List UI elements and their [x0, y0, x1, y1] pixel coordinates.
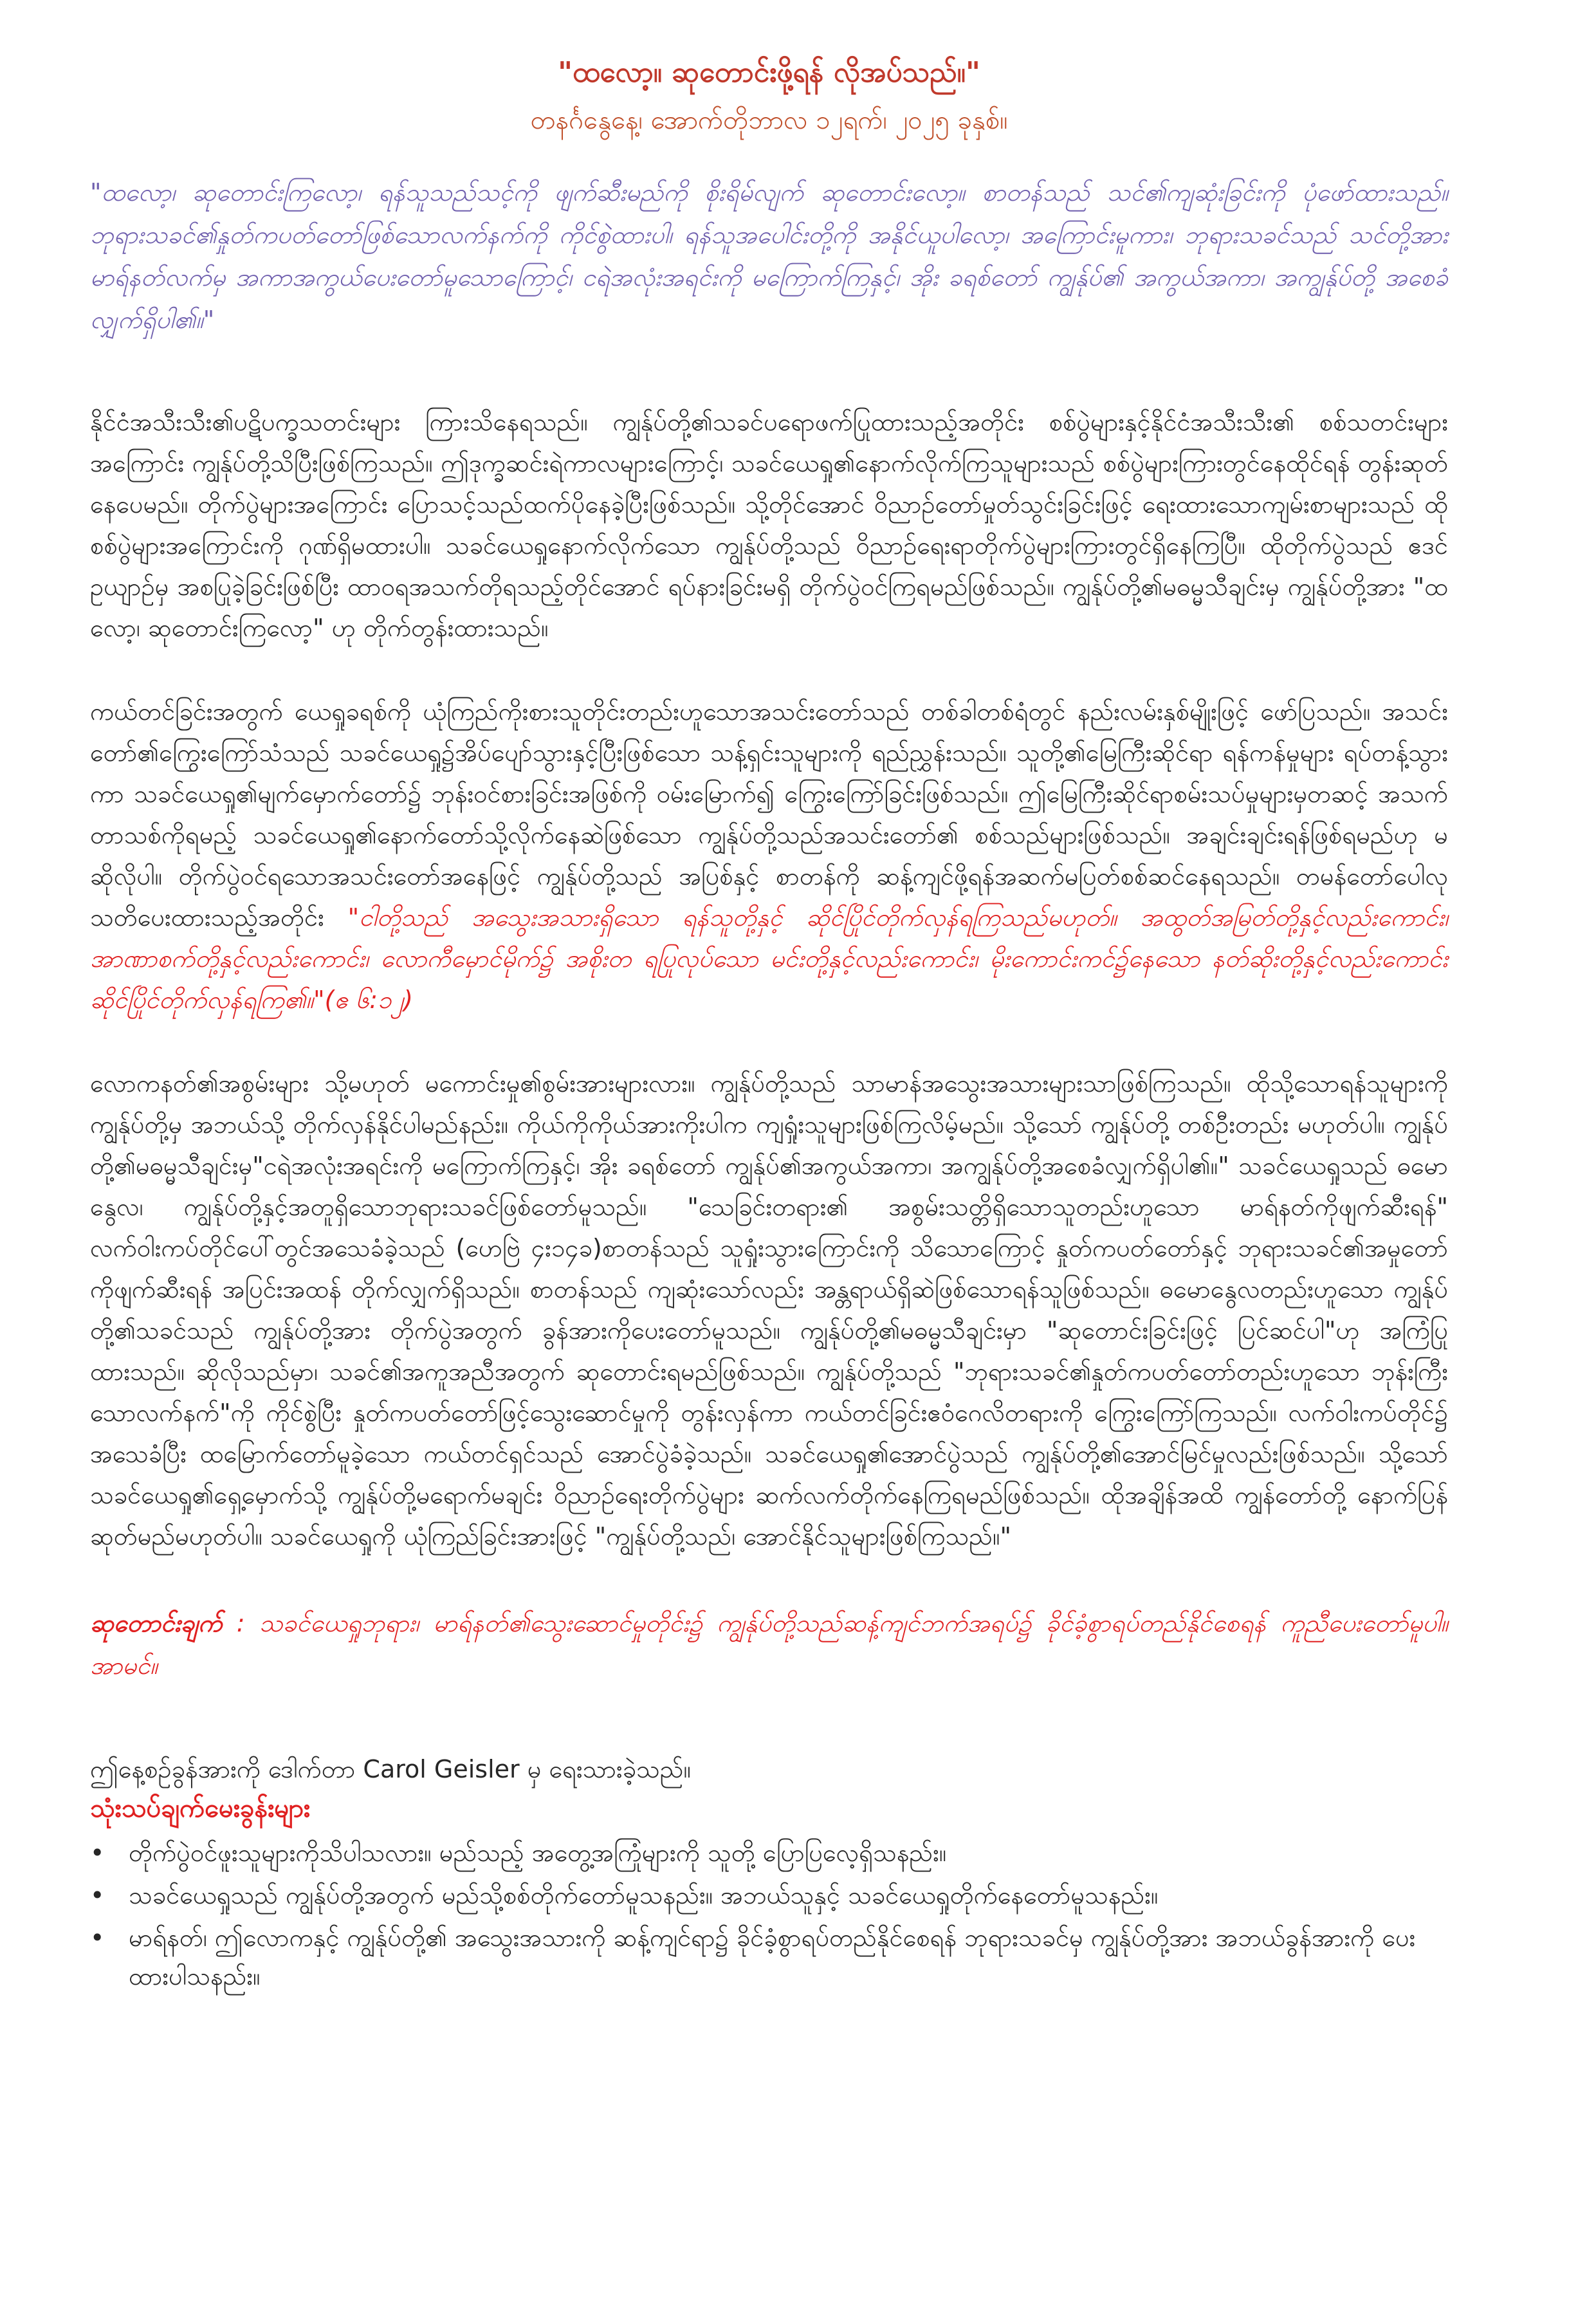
hymn-quote: "ထလော့၊ ဆုတောင်းကြလော့၊ ရန်သူသည်သင့်ကို ဖျက်ဆီးမည်ကို စိုးရိမ်လျက် ဆုတောင်းလော့။ စာတန်သည် သင်၏ကျဆုံးခြင်းကို ပုံဖော်ထားသည်။ ဘုရားသခင်၏နှုတ်ကပတ်တော်ဖြစ်သောလက်နက်ကို ကိုင်စွဲထားပါ၊ ရန်သူအပေါင်းတို့ကို အနိုင်ယူပါလော့၊ အကြောင်းမူကား၊ ဘုရားသခင်သည် သင်တို့အား မာရ်နတ်လက်မှ အကာအကွယ်ပေးတော်မူသောကြောင့်၊ ငရဲအလုံးအရင်းကို မကြောက်ကြနှင့်၊ အိုး ခရစ်တော် ကျွန်ုပ်၏ အကွယ်အကာ၊ အကျွန်ုပ်တို့ အစေခံလျှက်ရှိပါ၏။"	[90, 178, 1448, 334]
prayer-section	[90, 1602, 1448, 1687]
question-text: တိုက်ပွဲဝင်ဖူးသူများကိုသိပါသလား။ မည်သည့် အတွေ့အကြုံများကို သူတို့ ပြောပြလေ့ရှိသနည်း။	[129, 1839, 947, 1867]
question-text: သခင်ယေရှုသည် ကျွန်ုပ်တို့အတွက် မည်သို့စစ်တိုက်တော်မူသနည်း။ အဘယ်သူနှင့် သခင်ယေရှုတိုက်နေတော်မူသနည်း။	[129, 1881, 1159, 1909]
prayer-text: သခင်ယေရှုဘုရား၊ မာရ်နတ်၏သွေးဆောင်မှုတိုင်း၌ ကျွန်ုပ်တို့သည်ဆန့်ကျင်ဘက်အရပ်၌ ခိုင်ခံ့စွာရပ်တည်နိုင်စေရန် ကူညီပေးတော်မူပါ။ အာမင်။	[90, 1609, 1448, 1680]
discussion-questions	[90, 1834, 1448, 1996]
prayer-separator: :	[222, 1609, 259, 1637]
list-item	[90, 1876, 1448, 1915]
bullet-icon: •	[90, 1881, 105, 1909]
devotional-page	[0, 50, 1596, 2307]
list-item	[90, 1834, 1448, 1872]
discussion-heading: သုံးသပ်ချက်မေးခွန်းများ	[90, 1794, 311, 1823]
bullet-icon: •	[90, 1924, 105, 1952]
body-paragraph-1: နိုင်ငံအသီးသီး၏ပဋိပက္ခသတင်းများ ကြားသိနေရသည်။ ကျွန်ုပ်တို့၏သခင်ပရောဖက်ပြုထားသည့်အတိုင်း စစ်ပွဲများနှင့်နိုင်ငံအသီးသီး၏ စစ်သတင်းများအကြောင်း ကျွန်ုပ်တို့သိပြီးဖြစ်ကြသည်။ ဤဒုက္ခဆင်းရဲကာလများကြောင့်၊ သခင်ယေရှု၏နောက်လိုက်ကြသူများသည် စစ်ပွဲများကြားတွင်နေထိုင်ရန် တွန်းဆုတ်နေပေမည်။ တိုက်ပွဲများအကြောင်း ပြောသင့်သည်ထက်ပိုနေခဲ့ပြီးဖြစ်သည်။ သို့တိုင်အောင် ဝိညာဉ်တော်မှုတ်သွင်းခြင်းဖြင့် ရေးထားသောကျမ်းစာများသည် ထိုစစ်ပွဲများအကြောင်းကို ဂုဏ်ရှိမထားပါ။ သခင်ယေရှုနောက်လိုက်သော ကျွန်ုပ်တို့သည် ဝိညာဉ်ရေးရာတိုက်ပွဲများကြားတွင်ရှိနေကြပြီ။ ထိုတိုက်ပွဲသည် ဧဒင်ဥယျာဉ်မှ အစပြုခဲ့ခြင်းဖြစ်ပြီး ထာဝရအသက်တိုရသည့်တိုင်အောင် ရပ်နားခြင်းမရှိ တိုက်ပွဲဝင်ကြရမည်ဖြစ်သည်။ ကျွန်ုပ်တို့၏မဓမ္မသီချင်းမှ ကျွန်ုပ်တို့အား "ထလော့၊ ဆုတောင်းကြလော့" ဟု တိုက်တွန်းထားသည်။	[90, 408, 1448, 642]
body-paragraph-3: လောကနတ်၏အစွမ်းများ သို့မဟုတ် မကောင်းမှု၏စွမ်းအားများလား။ ကျွန်ုပ်တို့သည် သာမာန်အသွေးအသားများသာဖြစ်ကြသည်။ ထိုသို့သောရန်သူများကို ကျွန်ုပ်တို့မှ အဘယ်သို့ တိုက်လှန်နိုင်ပါမည်နည်း။ ကိုယ်ကိုကိုယ်အားကိုးပါက ကျရှုံးသူများဖြစ်ကြလိမ့်မည်။ သို့သော် ကျွန်ုပ်တို့ တစ်ဦးတည်း မဟုတ်ပါ။ ကျွန်ုပ်တို့၏မဓမ္မသီချင်းမှ"ငရဲအလုံးအရင်းကို မကြောက်ကြနှင့်၊ အိုး ခရစ်တော် ကျွန်ုပ်၏အကွယ်အကာ၊ အကျွန်ုပ်တို့အစေခံလျှက်ရှိပါ၏။" သခင်ယေရှုသည် ဓမောနွေလ၊ ကျွန်ုပ်တို့နှင့်အတူရှိသောဘုရားသခင်ဖြစ်တော်မူသည်။ "သေခြင်းတရား၏ အစွမ်းသတ္တိရှိသောသူတည်းဟူသော မာရ်နတ်ကိုဖျက်ဆီးရန်" လက်ဝါးကပ်တိုင်ပေါ်တွင်အသေခံခဲ့သည် (ဟေဗြဲ ၄း၁၄ခ)စာတန်သည် သူရှုံးသွားကြောင်းကို သိသောကြောင့် နှုတ်ကပတ်တော်နှင့် ဘုရားသခင်၏အမှုတော်ကိုဖျက်ဆီးရန် အပြင်းအထန် တိုက်လျှက်ရှိသည်။ စာတန်သည် ကျဆုံးသော်လည်း အန္တရာယ်ရှိဆဲဖြစ်သောရန်သူဖြစ်သည်။ ဓမောနွေလတည်းဟူသော ကျွန်ုပ်တို့၏သခင်သည် ကျွန်ုပ်တို့အား တိုက်ပွဲအတွက် ခွန်အားကိုပေးတော်မူသည်။ ကျွန်ုပ်တို့၏မဓမ္မသီချင်းမှာ "ဆုတောင်းခြင်းဖြင့် ပြင်ဆင်ပါ"ဟု အကြံပြုထားသည်။ ဆိုလိုသည်မှာ၊ သခင်၏အကူအညီအတွက် ဆုတောင်းရမည်ဖြစ်သည်။ ကျွန်ုပ်တို့သည် "ဘုရားသခင်၏နှုတ်ကပတ်တော်တည်းဟူသော ဘုန်းကြီးသောလက်နက်"ကို ကိုင်စွဲပြီး နှုတ်ကပတ်တော်ဖြင့်သွေးဆောင်မှုကို တွန်းလှန်ကာ ကယ်တင်ခြင်းဧဝံဂေလိတရားကို ကြွေးကြော်ကြသည်။ လက်ဝါးကပ်တိုင်၌ အသေခံပြီး ထမြောက်တော်မူခဲ့သော ကယ်တင်ရှင်သည် အောင်ပွဲခံခဲ့သည်။ သခင်ယေရှု၏အောင်ပွဲသည် ကျွန်ုပ်တို့၏အောင်မြင်မှုလည်းဖြစ်သည်။ သို့သော် သခင်ယေရှု၏ရှေ့မှောက်သို့ ကျွန်ုပ်တို့မရောက်မချင်း ဝိညာဉ်ရေးတိုက်ပွဲများ ဆက်လက်တိုက်နေကြရမည်ဖြစ်သည်။ ထိုအချိန်အထိ ကျွန်တော်တို့ နောက်ပြန်ဆုတ်မည်မဟုတ်ပါ။ သခင်ယေရှုကို ယုံကြည်ခြင်းအားဖြင့် "ကျွန်ုပ်တို့သည်၊ အောင်နိုင်သူများဖြစ်ကြသည်။"	[90, 1069, 1448, 1550]
author-line: ဤနေ့စဉ်ခွန်အားကို ဒေါက်တာ Carol Geisler မှ ရေးသားခဲ့သည်။	[90, 1755, 691, 1783]
prayer-label: ဆုတောင်းချက်	[90, 1609, 223, 1637]
body-paragraph-2-text: ကယ်တင်ခြင်းအတွက် ယေရှုခရစ်ကို ယုံကြည်ကိုးစားသူတိုင်းတည်းဟူသောအသင်းတော်သည် တစ်ခါတစ်ရံတွင် နည်းလမ်းနှစ်မျိုးဖြင့် ဖော်ပြသည်။ အသင်းတော်၏ကြွေးကြော်သံသည် သခင်ယေရှု၌အိပ်ပျော်သွားနှင့်ပြီးဖြစ်သော သန့်ရှင်းသူများကို ရည်ညွှန်းသည်။ သူတို့၏မြေကြီးဆိုင်ရာ ရန်ကန်မှုများ ရပ်တန့်သွားကာ သခင်ယေရှု၏မျက်မှောက်တော်၌ ဘုန်းဝင်စားခြင်းအဖြစ်ကို ဝမ်းမြောက်၍ ကြွေးကြော်ခြင်းဖြစ်သည်။ ဤမြေကြီးဆိုင်ရာစမ်းသပ်မှုများမှတဆင့် အသက်တာသစ်ကိုရမည့် သခင်ယေရှု၏နောက်တော်သို့လိုက်နေဆဲဖြစ်သော ကျွန်ုပ်တို့သည်အသင်းတော်၏ စစ်သည်များဖြစ်သည်။ အချင်းချင်းရန်ဖြစ်ရမည်ဟု မဆိုလိုပါ။ တိုက်ပွဲဝင်ရသောအသင်းတော်အနေဖြင့် ကျွန်ုပ်တို့သည် အပြစ်နှင့် စာတန်ကို ဆန့်ကျင်ဖို့ရန်အဆက်မပြတ်စစ်ဆင်နေရသည်။ တမန်တော်ပေါလုသတိပေးထားသည့်အတိုင်း	[90, 697, 1448, 932]
bullet-icon: •	[90, 1839, 105, 1867]
list-item	[90, 1918, 1448, 1996]
scripture-quote: "ငါတို့သည် အသွေးအသားရှိသော ရန်သူတို့နှင့် ဆိုင်ပြိုင်တိုက်လှန်ရကြသည်မဟုတ်။ အထွတ်အမြတ်တို့နှင့်လည်းကောင်း၊ အာဏာစက်တို့နှင့်လည်းကောင်း၊ လောကီမှောင်မိုက်၌ အစိုးတ ရပြုလုပ်သော မင်းတို့နှင့်လည်းကောင်း၊ မိုးကောင်းကင်၌နေသော နတ်ဆိုးတို့နှင့်လည်းကောင်း ဆိုင်ပြိုင်တိုက်လှန်ရကြ၏။"(ဧ ၆:၁၂)	[90, 903, 1448, 1014]
body-paragraph-2	[90, 691, 1448, 1020]
question-text: မာရ်နတ်၊ ဤလောကနှင့် ကျွန်ုပ်တို့၏ အသွေးအသားကို ဆန့်ကျင်ရာ၌ ခိုင်ခံ့စွာရပ်တည်နိုင်စေရန် ဘုရားသခင်မှ ကျွန်ုပ်တို့အား အဘယ်ခွန်အားကို ပေးထားပါသနည်း။	[129, 1924, 1416, 1990]
page-date: တနင်္ဂနွေနေ့၊ အောက်တိုဘာလ ၁၂ရက်၊ ၂၀၂၅ ခုနှစ်။	[530, 106, 1008, 135]
page-title: "ထလော့။ ဆုတောင်းဖို့ရန် လိုအပ်သည်။"	[558, 56, 980, 89]
